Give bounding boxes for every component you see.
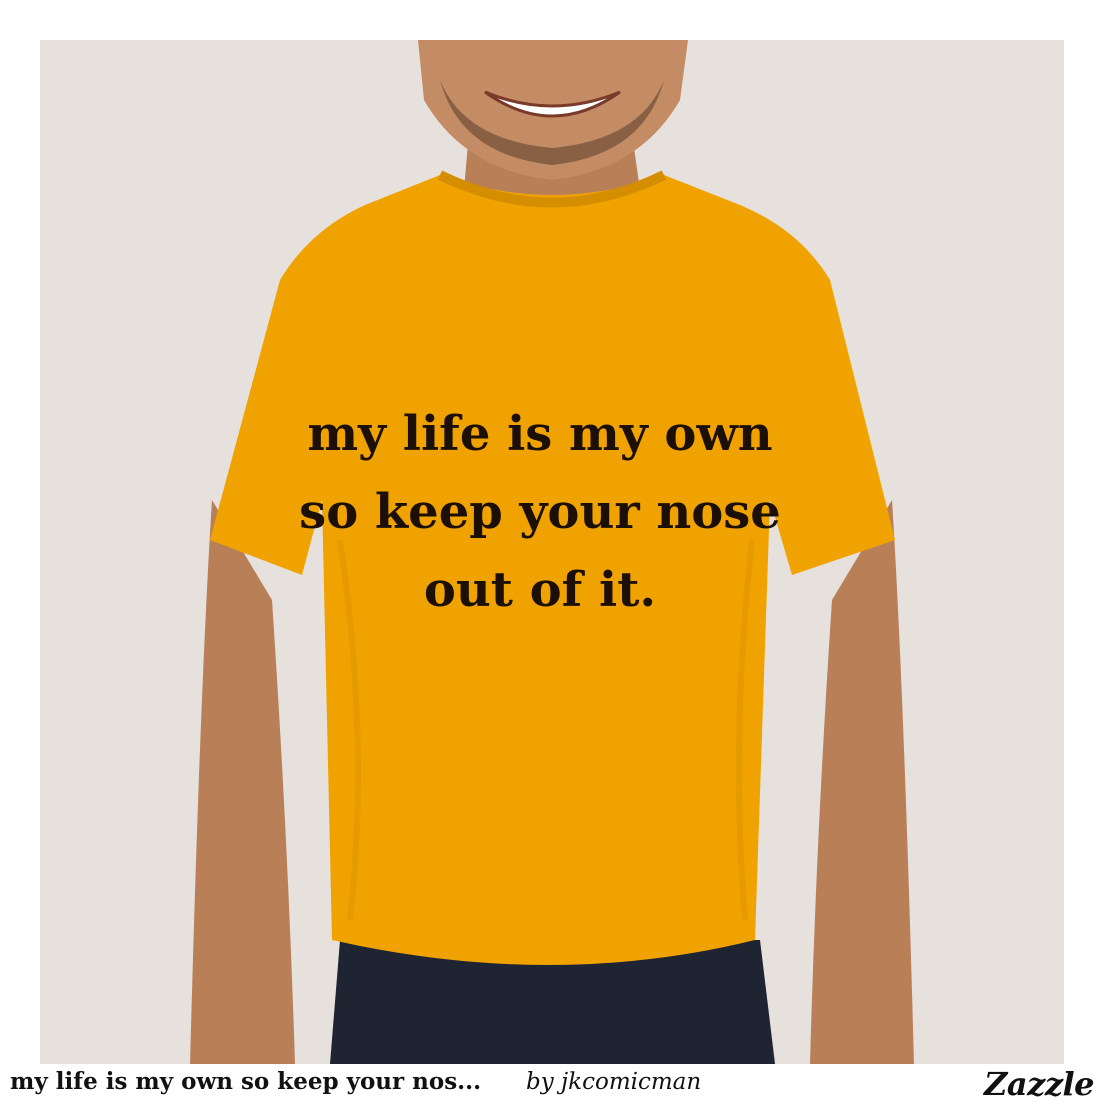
shirt-print-line-2: so keep your nose xyxy=(299,484,781,540)
product-photo xyxy=(40,40,1064,1064)
caption-bar xyxy=(0,1064,1104,1104)
shirt-print-line-3: out of it. xyxy=(423,562,657,618)
designer-byline-link[interactable]: by jkcomicman xyxy=(526,1069,702,1095)
shirt-print-line-1: my life is my own xyxy=(307,406,773,462)
product-title-link[interactable]: my life is my own so keep your nos... xyxy=(10,1068,482,1095)
zazzle-logo[interactable]: Zazzle xyxy=(984,1065,1094,1103)
